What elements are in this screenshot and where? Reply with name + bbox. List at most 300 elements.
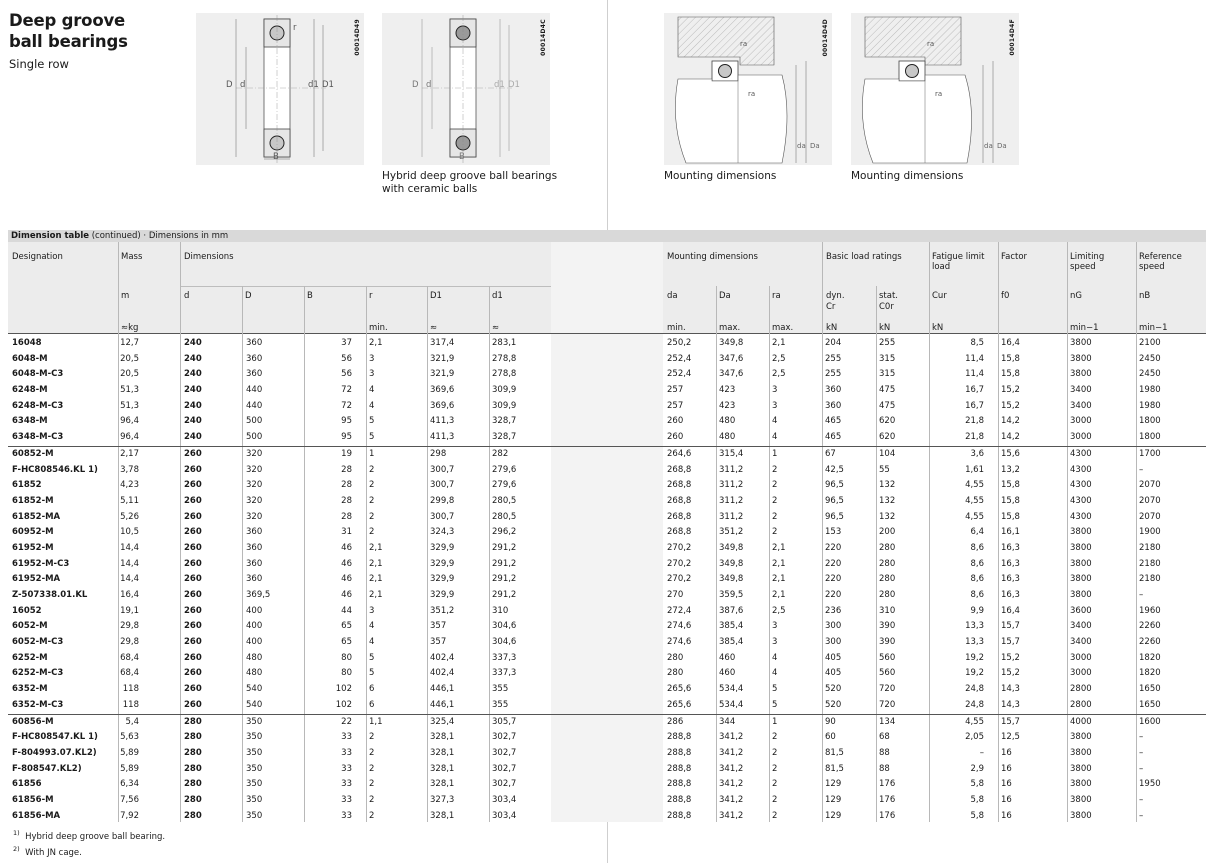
table-cell: 21,8 xyxy=(965,432,984,443)
designation-cell: F-808547.KL2) xyxy=(12,763,82,774)
table-row xyxy=(8,446,1206,463)
table-cell: 720 xyxy=(879,684,896,695)
table-cell: 4000 xyxy=(1070,716,1092,727)
designation-cell: Z-507338.01.KL xyxy=(12,590,88,600)
table-cell: 3,6 xyxy=(970,448,984,459)
table-cell: 350 xyxy=(246,747,263,758)
table-cell: 3800 xyxy=(1070,542,1092,553)
table-cell: 16 xyxy=(1001,810,1012,821)
table-cell: 10,5 xyxy=(120,527,139,538)
table-cell: 16,3 xyxy=(1001,558,1020,569)
label-D: D xyxy=(226,80,233,90)
table-cell: 359,5 xyxy=(719,590,744,600)
header-fatigue: Fatigue limit load xyxy=(932,252,985,272)
label-ra: ra xyxy=(740,40,748,48)
table-row xyxy=(8,809,1206,825)
table-cell: 357 xyxy=(430,621,447,632)
table-cell: 500 xyxy=(246,432,263,443)
table-cell: 240 xyxy=(184,353,202,364)
table-cell: – xyxy=(1139,732,1144,743)
table-cell: 2450 xyxy=(1139,353,1161,364)
figure-code: 00014D4F xyxy=(1009,19,1016,56)
table-cell: 360 xyxy=(246,542,263,553)
table-cell: 5,11 xyxy=(120,495,139,506)
table-cell: – xyxy=(1139,794,1144,805)
table-cell: 320 xyxy=(246,511,263,522)
table-cell: 260 xyxy=(184,511,202,522)
table-cell: 349,8 xyxy=(719,558,744,569)
table-cell: 4300 xyxy=(1070,464,1092,475)
table-row xyxy=(8,510,1206,526)
table-cell: 2 xyxy=(369,732,375,743)
table-cell: 2 xyxy=(369,464,375,475)
table-cell: 2070 xyxy=(1139,495,1161,506)
header-Cur: Cur xyxy=(932,291,947,301)
table-cell: 102 xyxy=(335,684,352,695)
table-cell: 480 xyxy=(719,416,736,427)
table-cell: 4 xyxy=(772,652,778,663)
table-cell: 4 xyxy=(369,621,375,632)
table-cell: 28 xyxy=(341,464,352,475)
table-cell: 28 xyxy=(341,495,352,506)
table-cell: 520 xyxy=(825,699,842,710)
table-title-bar: Dimension table (continued) · Dimensions in mm xyxy=(8,230,1206,242)
designation-cell: 61952-MA xyxy=(12,574,61,585)
table-cell: 9,9 xyxy=(970,605,984,616)
table-cell: 268,8 xyxy=(667,511,692,522)
table-cell: 328,7 xyxy=(492,432,517,443)
table-cell: 280 xyxy=(184,747,202,758)
table-cell: 65 xyxy=(341,621,352,632)
table-cell: 369,5 xyxy=(246,590,271,600)
table-cell: 15,2 xyxy=(1001,652,1020,663)
table-cell: 2 xyxy=(369,480,375,491)
table-cell: 176 xyxy=(879,779,896,790)
designation-cell: 6048-M-C3 xyxy=(12,369,64,380)
table-cell: 3800 xyxy=(1070,747,1092,758)
table-cell: 118 xyxy=(122,699,139,710)
header-mass-symbol: m xyxy=(121,291,130,301)
table-cell: 260 xyxy=(184,464,202,475)
table-cell: 300 xyxy=(825,637,842,648)
table-cell: 315 xyxy=(879,353,896,364)
table-cell: 274,6 xyxy=(667,621,692,632)
table-cell: 28 xyxy=(341,480,352,491)
header-da-unit: min. xyxy=(667,323,686,333)
table-cell: 1700 xyxy=(1139,448,1161,459)
table-cell: 240 xyxy=(184,416,202,427)
table-row xyxy=(8,635,1206,651)
table-cell: 72 xyxy=(341,400,352,411)
table-cell: 311,2 xyxy=(719,495,744,506)
table-cell: 320 xyxy=(246,464,263,475)
table-cell: 500 xyxy=(246,416,263,427)
table-cell: 480 xyxy=(246,668,263,679)
designation-cell: 6348-M xyxy=(12,416,48,427)
table-cell: – xyxy=(979,747,984,758)
table-cell: 5 xyxy=(369,416,375,427)
table-cell: 328,1 xyxy=(430,810,455,821)
table-cell: 341,2 xyxy=(719,747,744,758)
designation-cell: 61952-M-C3 xyxy=(12,558,70,569)
table-cell: 2,1 xyxy=(369,558,383,569)
table-cell: 3 xyxy=(772,400,778,411)
table-cell: 355 xyxy=(492,684,509,695)
table-cell: 280 xyxy=(184,794,202,805)
header-basic-load: Basic load ratings xyxy=(826,252,902,262)
table-cell: 250,2 xyxy=(667,338,692,348)
designation-cell: 60952-M xyxy=(12,527,54,538)
header-factor: Factor xyxy=(1001,252,1028,262)
table-cell: 440 xyxy=(246,400,263,411)
header-Cr: Cr xyxy=(826,302,836,312)
table-cell: 80 xyxy=(341,652,352,663)
table-cell: 2,1 xyxy=(772,542,786,553)
table-cell: 360 xyxy=(246,353,263,364)
designation-cell: 61952-M xyxy=(12,542,54,553)
page-title: Deep groove ball bearings xyxy=(9,11,128,51)
table-cell: 13,3 xyxy=(965,637,984,648)
header-rule xyxy=(8,333,1206,334)
header-designation: Designation xyxy=(12,252,63,262)
header-mounting: Mounting dimensions xyxy=(667,252,758,262)
table-cell: 260 xyxy=(184,527,202,538)
table-cell: 446,1 xyxy=(430,684,455,695)
table-cell: 1800 xyxy=(1139,432,1161,443)
hybrid-figure-caption: Hybrid deep groove ball bearings with ceramic balls xyxy=(382,170,558,195)
label-Da: Da xyxy=(997,142,1007,150)
table-cell: 1820 xyxy=(1139,668,1161,679)
table-cell: 33 xyxy=(341,794,352,805)
table-cell: 2 xyxy=(369,794,375,805)
table-cell: 5,26 xyxy=(120,511,139,522)
table-cell: 3000 xyxy=(1070,432,1092,443)
table-cell: 220 xyxy=(825,558,842,569)
table-cell: 260 xyxy=(184,495,202,506)
table-cell: 3 xyxy=(369,353,375,364)
header-stat: stat. xyxy=(879,291,899,301)
table-cell: 309,9 xyxy=(492,400,517,411)
designation-cell: 16048 xyxy=(12,338,42,348)
table-cell: 2,1 xyxy=(369,338,383,348)
table-cell: 56 xyxy=(341,369,352,380)
table-cell: 360 xyxy=(825,400,842,411)
table-row xyxy=(8,730,1206,746)
table-cell: 4,55 xyxy=(965,716,984,727)
table-cell: 3400 xyxy=(1070,385,1092,396)
label-B: B xyxy=(273,152,279,162)
table-cell: 411,3 xyxy=(430,416,455,427)
table-cell: 2,5 xyxy=(772,369,786,380)
table-cell: 2 xyxy=(369,511,375,522)
table-cell: 304,6 xyxy=(492,637,517,648)
table-cell: 321,9 xyxy=(430,353,455,364)
footnote-1: $^{1)}$ Hybrid deep groove ball bearing. xyxy=(13,829,166,842)
table-cell: 2 xyxy=(772,464,778,475)
table-cell: 317,4 xyxy=(430,338,455,348)
table-cell: 2 xyxy=(369,763,375,774)
designation-cell: 6248-M-C3 xyxy=(12,400,64,411)
table-cell: 42,5 xyxy=(825,464,844,475)
table-cell: 4300 xyxy=(1070,511,1092,522)
table-cell: 303,4 xyxy=(492,794,517,805)
table-cell: 15,6 xyxy=(1001,448,1020,459)
table-cell: 22 xyxy=(341,716,352,727)
table-cell: 44 xyxy=(341,605,352,616)
table-cell: 33 xyxy=(341,779,352,790)
table-cell: 16 xyxy=(1001,779,1012,790)
table-cell: 360 xyxy=(246,369,263,380)
table-cell: 3400 xyxy=(1070,637,1092,648)
table-cell: 560 xyxy=(879,652,896,663)
table-cell: 29,8 xyxy=(120,637,139,648)
mounting-figure-1 xyxy=(664,13,832,165)
table-cell: 134 xyxy=(879,716,896,727)
table-cell: 2070 xyxy=(1139,480,1161,491)
table-row xyxy=(8,777,1206,793)
table-cell: 283,1 xyxy=(492,338,517,348)
table-cell: 8,5 xyxy=(970,338,984,348)
table-cell: 260 xyxy=(184,652,202,663)
header-nG: nG xyxy=(1070,291,1082,301)
table-cell: 2 xyxy=(772,763,778,774)
table-cell: 328,1 xyxy=(430,732,455,743)
table-cell: 68 xyxy=(879,732,890,743)
table-cell: 302,7 xyxy=(492,747,517,758)
designation-cell: 60856-M xyxy=(12,716,54,727)
table-cell: 204 xyxy=(825,338,842,348)
header-reference-speed: Reference speed xyxy=(1139,252,1182,272)
table-cell: 24,8 xyxy=(965,684,984,695)
table-cell: 2 xyxy=(369,779,375,790)
table-cell: 51,3 xyxy=(120,385,139,396)
table-cell: 264,6 xyxy=(667,448,692,459)
table-cell: 16,4 xyxy=(1001,605,1020,616)
table-cell: 3800 xyxy=(1070,794,1092,805)
table-cell: 129 xyxy=(825,779,842,790)
table-cell: 282 xyxy=(492,448,509,459)
table-cell: 328,7 xyxy=(492,416,517,427)
table-cell: 1650 xyxy=(1139,684,1161,695)
table-cell: 329,9 xyxy=(430,590,455,600)
table-cell: 260 xyxy=(184,590,202,600)
header-r-unit: min. xyxy=(369,323,388,333)
table-cell: 14,4 xyxy=(120,574,139,585)
table-cell: 2800 xyxy=(1070,699,1092,710)
table-cell: 19,2 xyxy=(965,652,984,663)
table-cell: 480 xyxy=(719,432,736,443)
table-cell: 270,2 xyxy=(667,574,692,585)
designation-cell: 16052 xyxy=(12,605,42,616)
table-cell: 11,4 xyxy=(965,353,984,364)
table-cell: 220 xyxy=(825,590,842,600)
header-D: D xyxy=(245,291,252,301)
table-cell: 279,6 xyxy=(492,464,517,475)
table-cell: 347,6 xyxy=(719,369,744,380)
table-cell: 3600 xyxy=(1070,605,1092,616)
table-cell: 56 xyxy=(341,353,352,364)
designation-cell: F-804993.07.KL2) xyxy=(12,747,97,758)
table-cell: 2 xyxy=(772,732,778,743)
table-cell: 16,7 xyxy=(965,385,984,396)
table-cell: 2 xyxy=(369,747,375,758)
header-dyn: dyn. xyxy=(826,291,845,301)
table-cell: 480 xyxy=(246,652,263,663)
table-row xyxy=(8,762,1206,778)
table-cell: – xyxy=(1139,464,1144,475)
header-C0r: C0r xyxy=(879,302,894,312)
table-cell: – xyxy=(1139,810,1144,821)
table-cell: 31 xyxy=(341,527,352,538)
table-cell: 55 xyxy=(879,464,890,475)
table-row xyxy=(8,478,1206,494)
table-cell: 369,6 xyxy=(430,385,455,396)
table-cell: 520 xyxy=(825,684,842,695)
table-cell: 360 xyxy=(825,385,842,396)
table-cell: 540 xyxy=(246,699,263,710)
table-cell: 6 xyxy=(369,699,375,710)
table-cell: 385,4 xyxy=(719,637,744,648)
header-dimensions: Dimensions xyxy=(184,252,234,262)
table-cell: 2 xyxy=(772,779,778,790)
table-cell: 280,5 xyxy=(492,495,517,506)
table-cell: 2,1 xyxy=(369,574,383,585)
table-cell: 411,3 xyxy=(430,432,455,443)
table-row xyxy=(8,399,1206,415)
table-cell: 260 xyxy=(184,480,202,491)
table-cell: 475 xyxy=(879,385,896,396)
table-cell: 15,2 xyxy=(1001,385,1020,396)
table-cell: 3400 xyxy=(1070,621,1092,632)
table-cell: 350 xyxy=(246,810,263,821)
table-cell: 402,4 xyxy=(430,652,455,663)
table-cell: 540 xyxy=(246,684,263,695)
table-cell: 33 xyxy=(341,810,352,821)
header-da: da xyxy=(667,291,678,301)
designation-cell: 61852-MA xyxy=(12,511,61,522)
table-cell: 257 xyxy=(667,400,684,411)
table-cell: 15,8 xyxy=(1001,353,1020,364)
designation-cell: 6048-M xyxy=(12,353,48,364)
table-cell: 13,3 xyxy=(965,621,984,632)
table-cell: 299,8 xyxy=(430,495,455,506)
table-cell: 96,5 xyxy=(825,480,844,491)
table-cell: 278,8 xyxy=(492,369,517,380)
table-cell: 4 xyxy=(772,416,778,427)
table-cell: 315,4 xyxy=(719,448,744,459)
table-row xyxy=(8,367,1206,383)
table-cell: 534,4 xyxy=(719,699,744,710)
table-row xyxy=(8,414,1206,430)
label-D1: D1 xyxy=(322,80,334,90)
table-cell: 60 xyxy=(825,732,836,743)
table-cell: 236 xyxy=(825,605,842,616)
table-cell: 3800 xyxy=(1070,353,1092,364)
table-cell: 65 xyxy=(341,637,352,648)
table-cell: 1,1 xyxy=(369,716,383,727)
table-cell: 465 xyxy=(825,432,842,443)
table-cell: 385,4 xyxy=(719,621,744,632)
table-cell: 280 xyxy=(879,590,896,600)
table-cell: 329,9 xyxy=(430,542,455,553)
header-Cur-unit: kN xyxy=(932,323,944,333)
table-cell: 19,2 xyxy=(965,668,984,679)
table-cell: 5,8 xyxy=(970,810,984,821)
table-cell: 291,2 xyxy=(492,590,517,600)
table-cell: 16,3 xyxy=(1001,542,1020,553)
table-cell: 2,05 xyxy=(965,732,984,743)
table-cell: 37 xyxy=(341,338,352,348)
table-cell: 357 xyxy=(430,637,447,648)
header-r: r xyxy=(369,291,373,301)
table-cell: 349,8 xyxy=(719,338,744,348)
header-Da-unit: max. xyxy=(719,323,741,333)
table-row xyxy=(8,383,1206,399)
designation-cell: 60852-M xyxy=(12,448,54,459)
table-cell: 423 xyxy=(719,385,736,396)
table-cell: 88 xyxy=(879,763,890,774)
table-cell: 268,8 xyxy=(667,464,692,475)
table-cell: 24,8 xyxy=(965,699,984,710)
table-cell: 279,6 xyxy=(492,480,517,491)
table-cell: 3000 xyxy=(1070,652,1092,663)
table-cell: 2,1 xyxy=(369,590,383,600)
table-cell: 337,3 xyxy=(492,668,517,679)
table-cell: 3800 xyxy=(1070,763,1092,774)
table-cell: 400 xyxy=(246,605,263,616)
table-cell: 260 xyxy=(667,416,684,427)
table-cell: 1950 xyxy=(1139,779,1161,790)
table-cell: 2,17 xyxy=(120,448,139,459)
bearing-section-figure xyxy=(196,13,364,165)
table-cell: 5,4 xyxy=(125,716,139,727)
table-cell: 280 xyxy=(879,558,896,569)
table-cell: 240 xyxy=(184,369,202,380)
table-cell: 291,2 xyxy=(492,542,517,553)
table-cell: 5,63 xyxy=(120,732,139,743)
table-cell: 33 xyxy=(341,747,352,758)
table-row xyxy=(8,463,1206,479)
table-cell: 5,8 xyxy=(970,779,984,790)
table-cell: 1900 xyxy=(1139,527,1161,538)
table-cell: 350 xyxy=(246,794,263,805)
table-cell: 14,2 xyxy=(1001,416,1020,427)
table-cell: 320 xyxy=(246,495,263,506)
table-cell: 15,8 xyxy=(1001,369,1020,380)
table-cell: 341,2 xyxy=(719,732,744,743)
table-cell: 280 xyxy=(667,652,684,663)
table-cell: 1820 xyxy=(1139,652,1161,663)
header-ra-unit: max. xyxy=(772,323,794,333)
table-cell: 88 xyxy=(879,747,890,758)
table-cell: 620 xyxy=(879,432,896,443)
table-row xyxy=(8,619,1206,635)
table-cell: 5,89 xyxy=(120,763,139,774)
table-cell: 280 xyxy=(879,574,896,585)
table-cell: 8,6 xyxy=(970,590,984,600)
table-cell: 12,5 xyxy=(1001,732,1020,743)
table-cell: 320 xyxy=(246,480,263,491)
table-cell: – xyxy=(1139,747,1144,758)
table-cell: 16,4 xyxy=(120,590,139,600)
table-cell: 341,2 xyxy=(719,794,744,805)
table-cell: 15,2 xyxy=(1001,400,1020,411)
table-cell: 2,1 xyxy=(772,574,786,585)
table-cell: 1980 xyxy=(1139,400,1161,411)
table-cell: 4,55 xyxy=(965,495,984,506)
designation-cell: 61856-MA xyxy=(12,810,61,821)
table-cell: 33 xyxy=(341,763,352,774)
